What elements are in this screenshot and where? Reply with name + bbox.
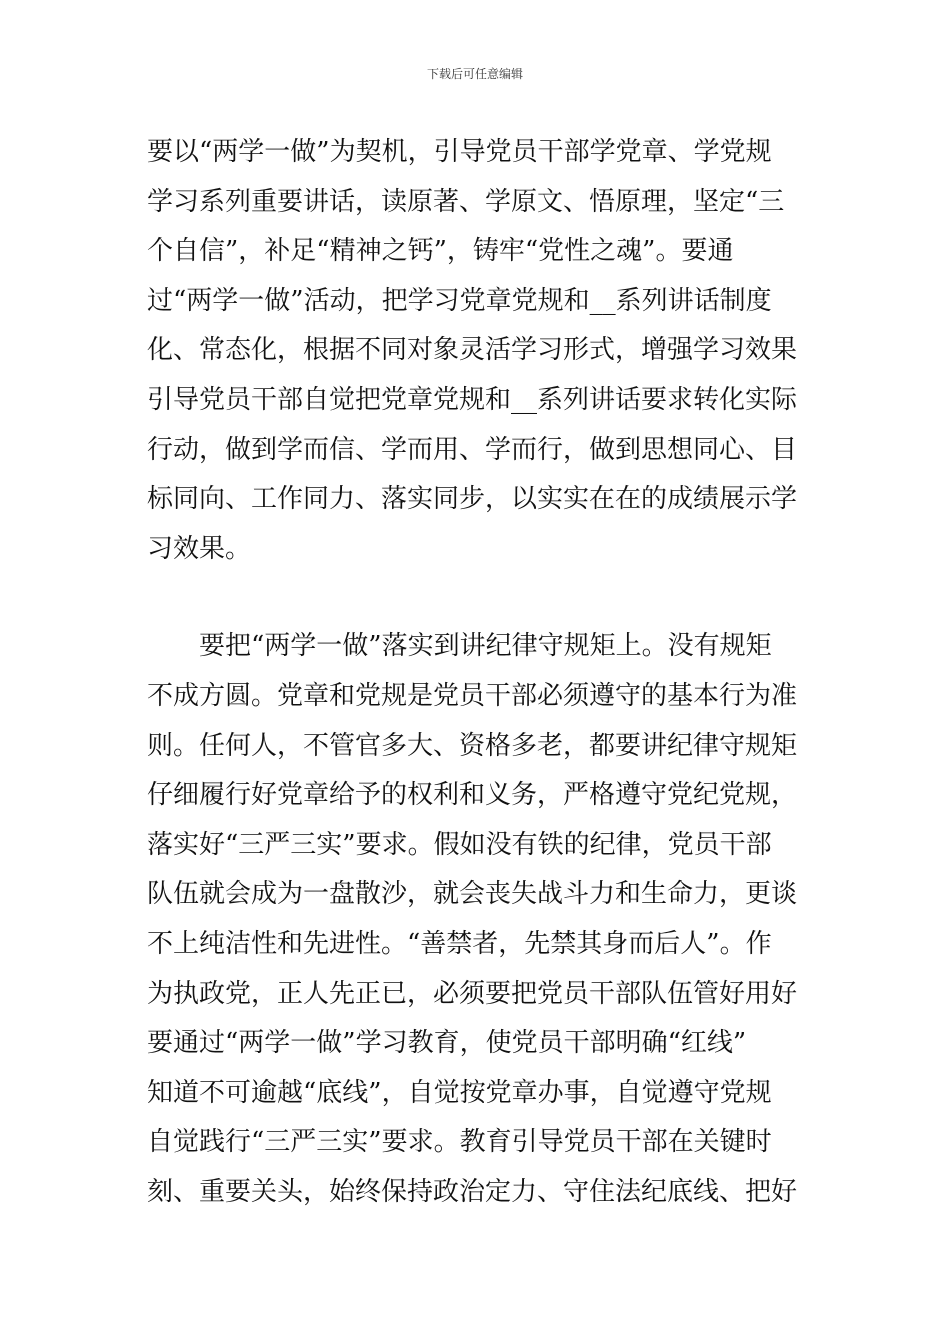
- text-line: 落实好“三严三实”要求。假如没有铁的纪律，党员干部: [147, 829, 772, 860]
- text-line: 要通过“两学一做”学习教育，使党员干部明确“红线”: [147, 1028, 747, 1059]
- text-line: 不成方圆。党章和党规是党员干部必须遵守的基本行为准: [147, 680, 798, 711]
- text-line: 刻、重要关头，始终保持政治定力、守住法纪底线、把好: [147, 1176, 798, 1207]
- text-line: 学习系列重要讲话，读原著、学原文、悟原理，坚定“三: [147, 186, 785, 217]
- paragraph-2: [147, 622, 807, 1217]
- text-line: 个自信”，补足“精神之钙”，铸牢“党性之魂”。要通: [147, 236, 734, 267]
- page-header: 下载后可任意编辑: [426, 67, 523, 81]
- text-line: 则。任何人，不管官多大、资格多老，都要讲纪律守规矩: [147, 730, 798, 761]
- text-line: 化、常态化，根据不同对象灵活学习形式，增强学习效果: [147, 335, 798, 366]
- text-line: 自觉践行“三严三实”要求。教育引导党员干部在关键时: [147, 1127, 772, 1158]
- text-line: 标同向、工作同力、落实同步，以实实在在的成绩展示学: [147, 484, 798, 515]
- document-body: [147, 128, 807, 1217]
- text-line: 要以“两学一做”为契机，引导党员干部学党章、学党规: [147, 137, 772, 167]
- text-line: 为执政党，正人先正已，必须要把党员干部队伍管好用好: [147, 978, 798, 1009]
- text-line: 过“两学一做”活动，把学习党章党规和__系列讲话制度: [147, 285, 772, 316]
- paragraph-1: [147, 128, 807, 574]
- text-line: 不上纯洁性和先进性。“善禁者，先禁其身而后人”。作: [147, 928, 772, 959]
- paragraph-spacer: [147, 574, 807, 622]
- text-line: 习效果。: [147, 533, 252, 564]
- text-line: 要把“两学一做”落实到讲纪律守规矩上。没有规矩: [147, 631, 772, 662]
- text-line: 行动，做到学而信、学而用、学而行，做到思想同心、目: [147, 434, 798, 465]
- text-line: 知道不可逾越“底线”，自觉按党章办事，自觉遵守党规: [147, 1077, 772, 1108]
- text-line: 引导党员干部自觉把党章党规和__系列讲话要求转化实际: [147, 384, 798, 415]
- text-line: 仔细履行好党章给予的权利和义务，严格遵守党纪党规，: [147, 780, 798, 811]
- text-line: 队伍就会成为一盘散沙，就会丧失战斗力和生命力，更谈: [147, 879, 798, 910]
